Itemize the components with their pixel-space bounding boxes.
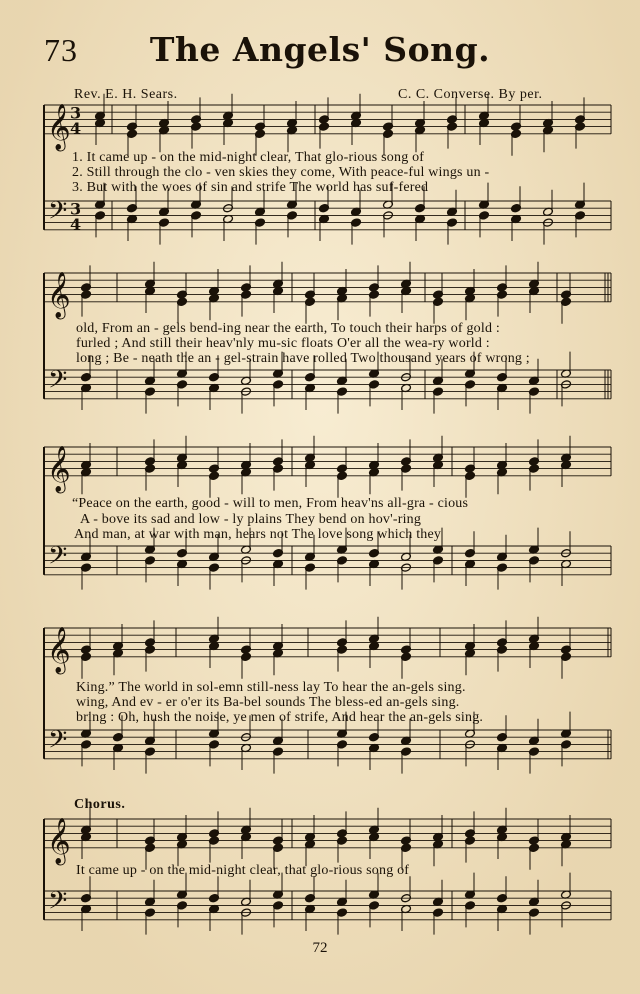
hymn-number: 73 bbox=[44, 32, 78, 68]
hymn-title: The Angels' Song. bbox=[149, 30, 491, 69]
bass-clef-icon: 𝄢 bbox=[48, 365, 68, 401]
lyric-s2-v2: furled ; And still their heav'nly mu-sic floats O'er all the wea-ry world : bbox=[76, 336, 490, 351]
lyric-chorus: It came up - on the mid-night clear, that glo-rious song of bbox=[76, 863, 410, 878]
lyric-s4-v1: King.” The world in sol-emn still-ness lay To hear the an-gels sing. bbox=[76, 680, 466, 695]
lyric-s2-v3: long ; Be - neath the an - gel-strain have rolled Two thousand years of wrong ; bbox=[76, 351, 530, 366]
composer-credit: C. C. Converse. By per. bbox=[398, 87, 543, 102]
time-signature-top: 3 bbox=[70, 103, 82, 123]
lyric-s1-v2: 2. Still through the clo - ven skies they come, With peace-ful wings un - bbox=[72, 165, 490, 180]
bass-clef-icon: 𝄢 bbox=[48, 541, 68, 577]
lyric-s4-v2: wing, And ev - er o'er its Ba-bel sounds The bless-ed an-gels sing. bbox=[76, 695, 460, 710]
lyric-s2-v1: old, From an - gels bend-ing near the earth, To touch their harps of gold : bbox=[76, 321, 500, 336]
lyric-s1-v1: 1. It came up - on the mid-night clear, That glo-rious song of bbox=[72, 150, 425, 165]
treble-clef-icon: 𝄞 bbox=[47, 626, 71, 673]
lyric-s3-v2: A - bove its sad and low - ly plains They bend on hov'-ring bbox=[80, 512, 422, 527]
treble-clef-icon: 𝄞 bbox=[47, 271, 71, 318]
page-number: 72 bbox=[312, 940, 328, 956]
treble-clef-icon: 𝄞 bbox=[47, 445, 71, 492]
time-signature-top: 3 bbox=[70, 199, 82, 219]
lyric-s1-v3: 3. But with the woes of sin and strife The world has suf-fered bbox=[72, 180, 429, 195]
time-signature-bottom: 4 bbox=[70, 118, 82, 138]
lyric-s3-v1: “Peace on the earth, good - will to men, From heav'ns all-gra - cious bbox=[72, 496, 469, 511]
lyric-s4-v3: bring : Oh, hush the noise, ye men of strife, And hear the an-gels sing. bbox=[76, 710, 484, 725]
bass-clef-icon: 𝄢 bbox=[48, 886, 68, 922]
author-credit: Rev. E. H. Sears. bbox=[74, 87, 178, 102]
treble-clef-icon: 𝄞 bbox=[47, 103, 71, 150]
bass-clef-icon: 𝄢 bbox=[48, 196, 68, 232]
chorus-label: Chorus. bbox=[74, 797, 126, 812]
time-signature-bottom: 4 bbox=[70, 214, 82, 234]
bass-clef-icon: 𝄢 bbox=[48, 725, 68, 761]
treble-clef-icon: 𝄞 bbox=[47, 817, 71, 864]
lyric-s3-v3: And man, at war with man, hears not The love song which they bbox=[74, 527, 442, 542]
